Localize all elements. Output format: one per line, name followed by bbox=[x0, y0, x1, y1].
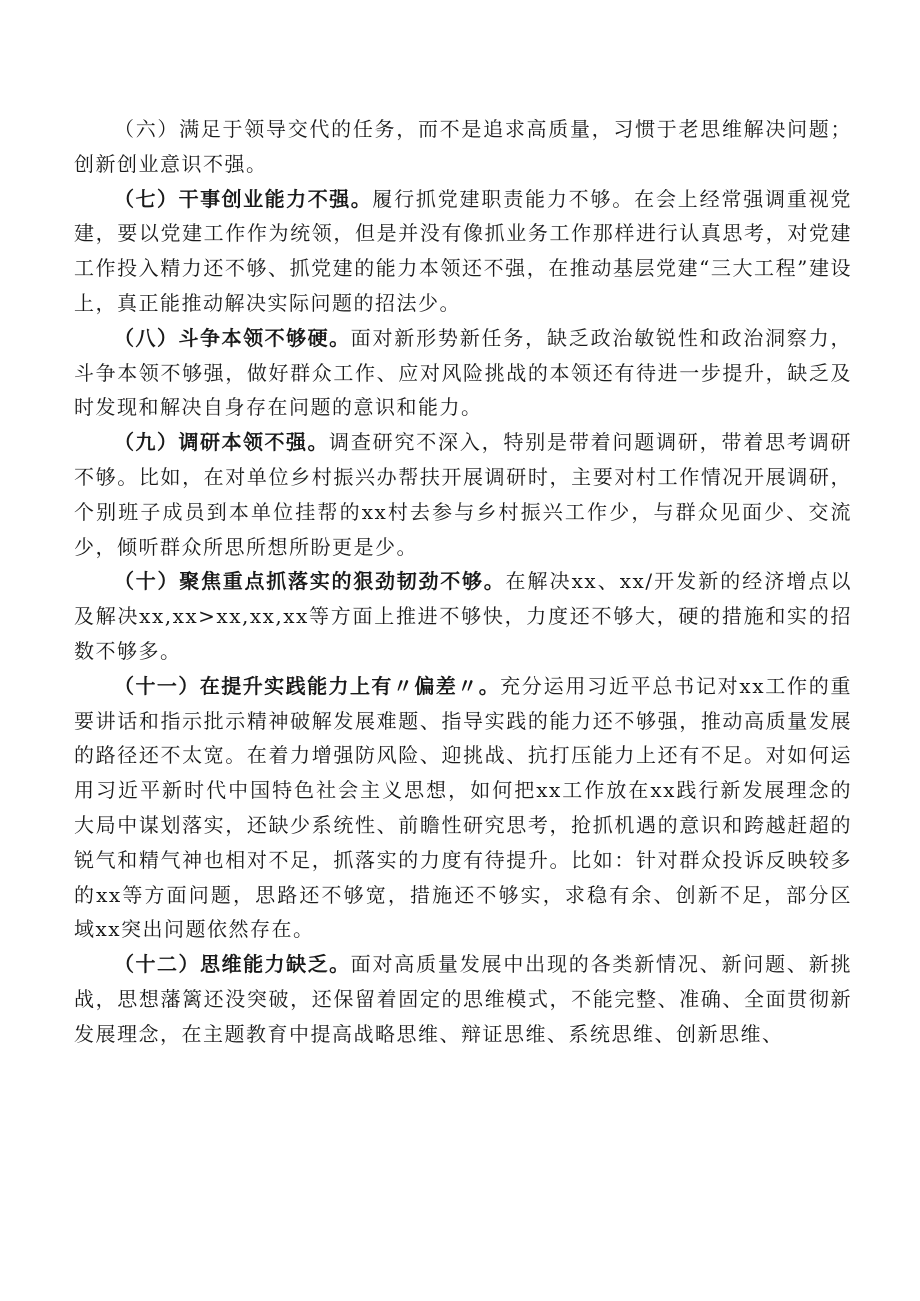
paragraph-8 bbox=[74, 321, 852, 425]
paragraph-body: 在解决xx、xx/开发新的经济增点以及解决xx,xx>xx,xx,xx等方面上推进不够快，力度还不够大，硬的措施和实的招数不够多。 bbox=[74, 569, 852, 663]
paragraph-body: （六）满足于领导交代的任务，而不是追求高质量，习惯于老思维解决问题；创新创业意识不强。 bbox=[74, 117, 852, 176]
paragraph-heading: （十一）在提升实践能力上有〃偏差〃。 bbox=[114, 673, 501, 698]
paragraph-heading: （七）干事创业能力不强。 bbox=[114, 186, 373, 211]
paragraph-heading: （十）聚焦重点抓落实的狠劲韧劲不够。 bbox=[114, 569, 506, 594]
paragraph-heading: （八）斗争本领不够硬。 bbox=[114, 325, 351, 350]
paragraph-heading: （十二）思维能力缺乏。 bbox=[114, 952, 351, 977]
paragraph-11 bbox=[74, 669, 852, 947]
paragraph-body: 面对高质量发展中出现的各类新情况、新问题、新挑战，思想藩篱还没突破，还保留着固定的思维模式，不能完整、准确、全面贯彻新发展理念，在主题教育中提高战略思维、辩证思维、系统思维、创新思维、 bbox=[74, 952, 853, 1046]
paragraph-9 bbox=[74, 425, 852, 564]
paragraph-10 bbox=[74, 564, 852, 668]
paragraph-body: 面对新形势新任务，缺乏政治敏锐性和政治洞察力，斗争本领不够强，做好群众工作、应对风险挑战的本领还有待进一步提升，缺乏及时发现和解决自身存在问题的意识和能力。 bbox=[74, 325, 853, 420]
paragraph-12 bbox=[74, 947, 852, 1051]
paragraph-7 bbox=[74, 182, 852, 321]
document-page bbox=[74, 112, 852, 1052]
paragraph-body: 履行抓党建职责能力不够。在会上经常强调重视党建，要以党建工作作为统领，但是并没有像抓业务工作那样进行认真思考，对党建工作投入精力还不够、抓党建的能力本领还不强，在推动基层党建“三大工程”建设上，真正能推动解决实际问题的招法少。 bbox=[74, 186, 853, 315]
paragraph-6 bbox=[74, 112, 852, 182]
paragraph-body: 充分运用习近平总书记对xx工作的重要讲话和指示批示精神破解发展难题、指导实践的能力还不够强，推动高质量发展的路径还不太宽。在着力增强防风险、迎挑战、抗打压能力上还有不足。对如何运用习近平新时代中国特色社会主义思想，如何把xx工作放在xx践行新发展理念的大局中谋划落实，还缺少系统性、前瞻性研究思考，抢抓机遇的意识和跨越赶超的锐气和精气神也相对不足，抓落实的力度有待提升。比如：针对群众投诉反映较多的xx等方面问题，思路还不够宽，措施还不够实，求稳有余、创新不足，部分区域xx突出问题依然存在。 bbox=[74, 673, 853, 942]
paragraph-heading: （九）调研本领不强。 bbox=[114, 430, 330, 455]
paragraph-body: 调查研究不深入，特别是带着问题调研，带着思考调研不够。比如，在对单位乡村振兴办帮扶开展调研时，主要对村工作情况开展调研，个别班子成员到本单位挂帮的xx村去参与乡村振兴工作少，与群众见面少、交流少，倾听群众所思所想所盼更是少。 bbox=[74, 430, 853, 559]
